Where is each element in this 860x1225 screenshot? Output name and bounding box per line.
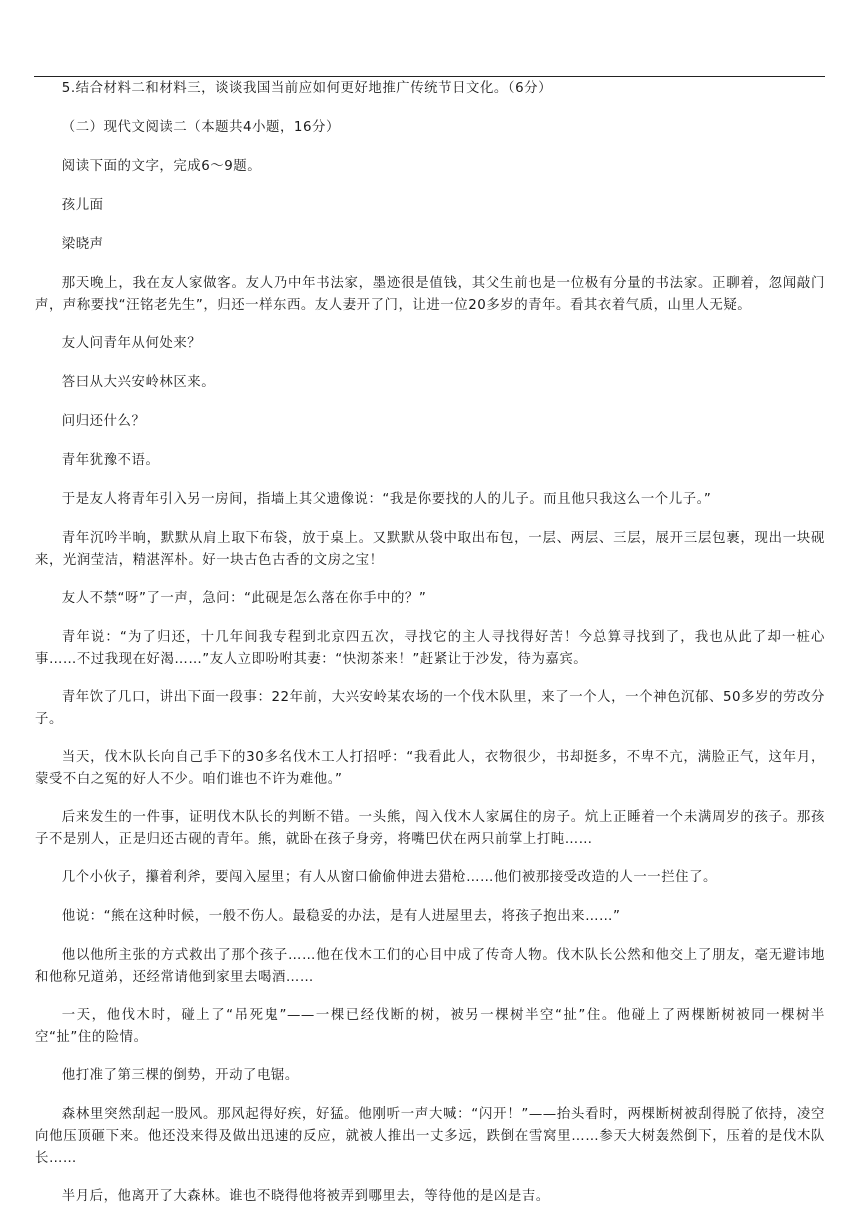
paragraph: 他打准了第三棵的倒势，开动了电锯。 [61,1068,299,1083]
paragraph: 友人问青年从何处来？ [61,336,202,351]
top-divider [34,76,825,77]
reading-instruction: 阅读下面的文字，完成6～9题。 [61,159,262,174]
paragraph: 一天，他伐木时，碰上了“吊死鬼”——一棵已经伐断的树，被另一棵树半空“扯”住。他碰上了两棵断树被同一棵树半空“扯”住的险情。 [35,1008,825,1045]
paragraph: 半月后，他离开了大森林。谁也不晓得他将被弄到哪里去，等待他的是凶是吉。 [61,1189,550,1204]
paragraph: 青年说：“为了归还，十几年间我专程到北京四五次，寻找它的主人寻找得好苦！今总算寻找到了，我也从此了却一桩心事……不过我现在好渴……”友人立即吩咐其妻：“快沏茶来！”赶紧让于沙发，待为嘉宾。 [35,630,825,667]
paragraph: 他说：“熊在这种时候，一般不伤人。最稳妥的办法，是有人进屋里去，将孩子抱出来……” [61,909,621,924]
paragraph: 问归还什么？ [61,414,146,429]
paragraph: 友人不禁“呀”了一声，急问：“此砚是怎么落在你手中的？” [61,591,427,606]
paragraph: 青年犹豫不语。 [61,453,160,468]
paragraph: 几个小伙子，攥着利斧，要闯入屋里；有人从窗口偷偷伸进去猎枪……他们被那接受改造的人一一拦住了。 [61,870,718,885]
article-author: 梁晓声 [61,237,104,252]
paragraph: 于是友人将青年引入另一房间，指墙上其父遗像说：“我是你要找的人的儿子。而且他只我这么一个儿子。” [61,492,712,507]
paragraph: 当天，伐木队长向自己手下的30多名伐木工人打招呼：“我看此人，衣物很少，书却挺多，不卑不亢，满脸正气，这年月，蒙受不白之冤的好人不少。咱们谁也不许为难他。” [35,750,825,787]
paragraph: 青年饮了几口，讲出下面一段事：22年前，大兴安岭某农场的一个伐木队里，来了一个人，一个神色沉郁、50多岁的劳改分子。 [35,690,825,727]
paragraph: 森林里突然刮起一股风。那风起得好疾，好猛。他刚听一声大喊：“闪开！”——抬头看时，两棵断树被刮得脱了依持，凌空向他压顶砸下来。他还没来得及做出迅速的反应，就被人推出一丈多远，跌倒在雪窝里……参天大树轰然倒下，压着的是伐木队长…… [35,1107,825,1166]
paragraph: 后来发生的一件事，证明伐木队长的判断不错。一头熊，闯入伐木人家属住的房子。炕上正睡着一个未满周岁的孩子。那孩子不是别人，正是归还古砚的青年。熊，就卧在孩子身旁，将嘴巴伏在两只前掌上打盹…… [35,810,825,847]
question-5: 5.结合材料二和材料三，谈谈我国当前应如何更好地推广传统节日文化。（6分） [61,81,553,96]
paragraph: 青年沉吟半晌，默默从肩上取下布袋，放于桌上。又默默从袋中取出布包，一层、两层、三层，展开三层包裹，现出一块砚来，光润莹洁，精湛浑朴。好一块古色古香的文房之宝！ [35,531,825,568]
article-title: 孩儿面 [61,198,104,213]
paragraph: 那天晚上，我在友人家做客。友人乃中年书法家，墨迹很是值钱，其父生前也是一位极有分量的书法家。正聊着，忽闻敲门声，声称要找“汪铭老先生”，归还一样东西。友人妻开了门，让进一位20多岁的青年。看其衣着气质，山里人无疑。 [35,276,825,313]
paragraph: 他以他所主张的方式救出了那个孩子……他在伐木工们的心目中成了传奇人物。伐木队长公然和他交上了朋友，毫无避讳地和他称兄道弟，还经常请他到家里去喝酒…… [35,948,825,985]
section-heading: （二）现代文阅读二（本题共4小题，16分） [61,120,340,135]
document-body [35,78,825,1225]
paragraph: 答曰从大兴安岭林区来。 [61,375,216,390]
